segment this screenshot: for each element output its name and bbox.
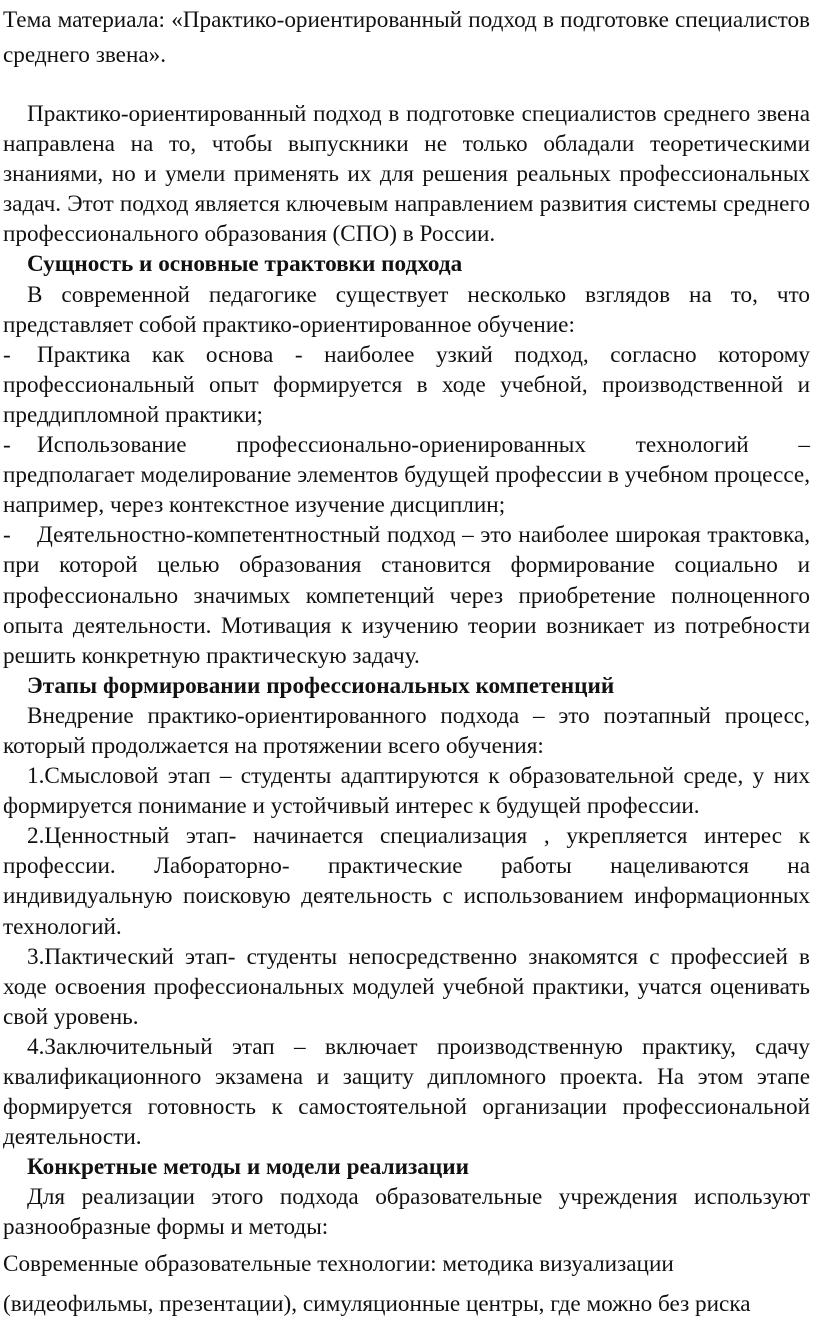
blank-line <box>3 73 810 99</box>
section-lead-essence: В современной педагогике существует несколько взглядов на то, что представляет собой практико-ориентированное обучение: <box>3 281 810 338</box>
methods-text-line: Современные образовательные технологии: методика визуализации <box>3 1250 674 1277</box>
list-item-text: Деятельностно-компетентностный подход – это наиболее широкая трактовка, при которой целью образования становится формирование социально и профессионально значимых компетенций через приобретение полноценного опыта деятельности. Мотивация к изучению теории возникает из потребности решить конкретную практическую задачу. <box>3 522 810 669</box>
stage-item: 3.Пактический этап- студенты непосредственно знакомятся с профессией в ходе освоения профессиональных модулей учебной практики, учатся оценивать свой уровень. <box>3 943 810 1030</box>
stage-item: 4.Заключительный этап – включает производственную практику, сдачу квалификационного экзамена и защиту дипломного проекта. На этом этапе формируется готовность к самостоятельной организации профессиональной деятельности. <box>3 1033 810 1151</box>
list-item <box>3 520 810 670</box>
section-heading-essence: Сущность и основные трактовки подхода <box>27 251 463 278</box>
section-heading-methods: Конкретные методы и модели реализации <box>27 1154 469 1181</box>
section-heading-stages: Этапы формировании профессиональных компетенций <box>27 672 615 699</box>
intro-paragraph: Практико-ориентированный подход в подготовке специалистов среднего звена направлена на то, чтобы выпускники не только обладали теоретическими знаниями, но и умели применять их для решения реальных профессиональных задач. Этот подход является ключевым направлением развития системы среднего профессионального образования (СПО) в России. <box>3 101 810 248</box>
list-marker: - <box>3 341 11 368</box>
list-item <box>3 340 810 430</box>
list-item-text: Использование профессионально-ориенированных технологий – предполагает моделирование элементов будущей профессии в учебном процессе, например, через контекстное изучение дисциплин; <box>3 432 810 519</box>
section-lead-methods: Для реализации этого подхода образовательные учреждения используют разнообразные формы и методы: <box>3 1184 810 1241</box>
section-lead-stages: Внедрение практико-ориентированного подхода – это поэтапный процесс, который продолжается на протяжении всего обучения: <box>3 702 810 759</box>
list-marker: - <box>3 432 11 459</box>
list-marker: - <box>3 522 11 549</box>
stage-item: 1.Смысловой этап – студенты адаптируются к образовательной среде, у них формируется понимание и устойчивый интерес к будущей профессии. <box>3 763 810 820</box>
list-item <box>3 430 810 520</box>
methods-text-line: (видеофильмы, презентации), симуляционные центры, где можно без риска <box>3 1290 751 1317</box>
stage-item: 2.Ценностный этап- начинается специализация , укрепляется интерес к профессии. Лабораторно- практические работы нацеливаются на индивидуальную поисковую деятельность с использованием информационных технологий. <box>3 823 810 940</box>
list-item-text: Практика как основа - наиболее узкий подход, согласно которому профессиональный опыт формируется в ходе учебной, производственной и преддипломной практики; <box>3 341 810 428</box>
material-topic: Тема материала: «Практико-ориентированный подход в подготовке специалистов среднего звена». <box>3 7 810 68</box>
